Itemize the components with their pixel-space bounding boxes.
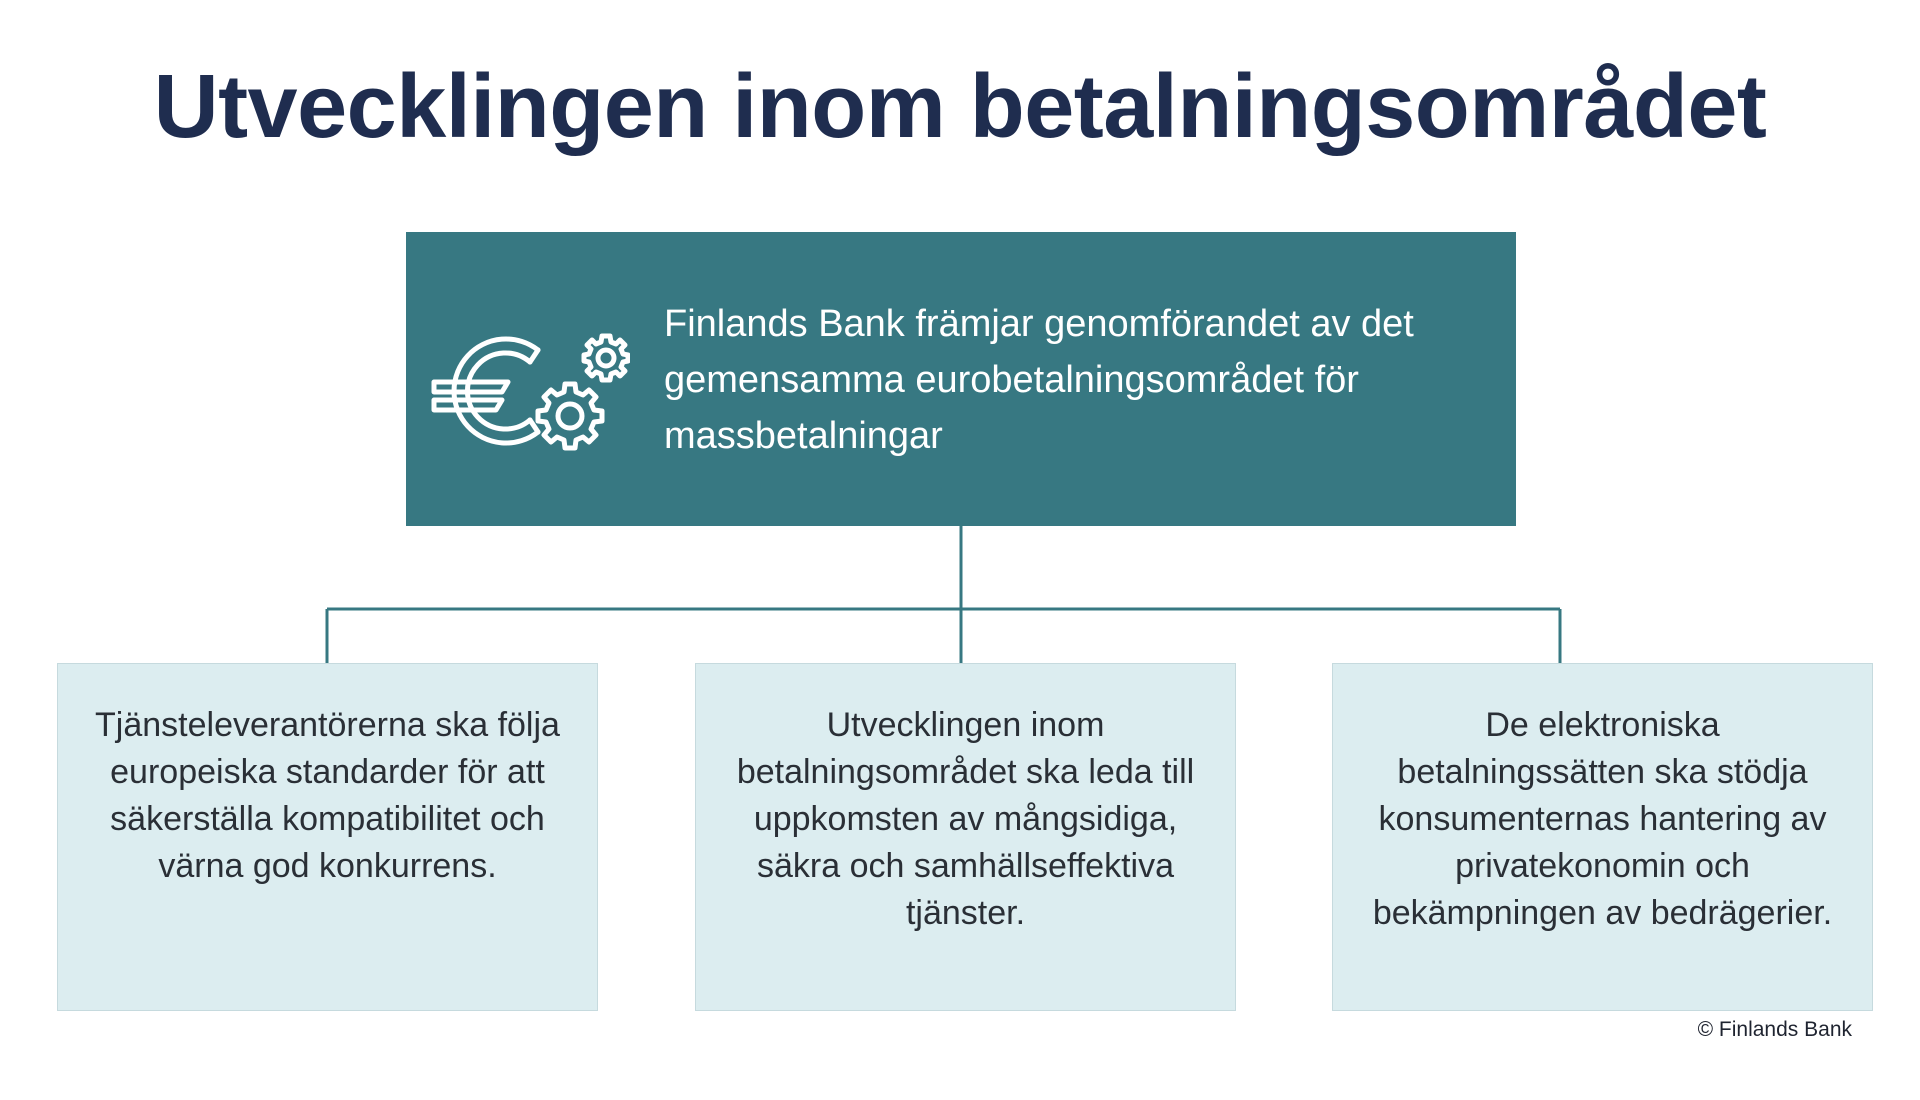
euro-gears-icon — [430, 328, 630, 458]
sub-box-text: Tjänsteleverantörerna ska följa europeiska standarder för att säkerställa kompatibilitet och värna god konkurrens. — [95, 706, 560, 885]
sub-box-services — [695, 663, 1236, 1011]
main-statement: Finlands Bank främjar genomförandet av det gemensamma eurobetalningsområdet för massbetalningar — [664, 303, 1414, 457]
page-title: Utvecklingen inom betalningsområdet — [153, 57, 1767, 157]
sub-box-text: Utvecklingen inom betalningsområdet ska leda till uppkomsten av mångsidiga, säkra och samhällseffektiva tjänster. — [736, 706, 1195, 932]
copyright-notice: © Finlands Bank — [1697, 1018, 1852, 1041]
sub-box-text: De elektroniska betalningssätten ska stödja konsumenternas hantering av privatekonomin och bekämpningen av bedrägerier. — [1372, 706, 1833, 932]
sub-box-consumers — [1332, 663, 1873, 1011]
main-box — [406, 232, 1516, 526]
sub-box-standards — [57, 663, 598, 1011]
